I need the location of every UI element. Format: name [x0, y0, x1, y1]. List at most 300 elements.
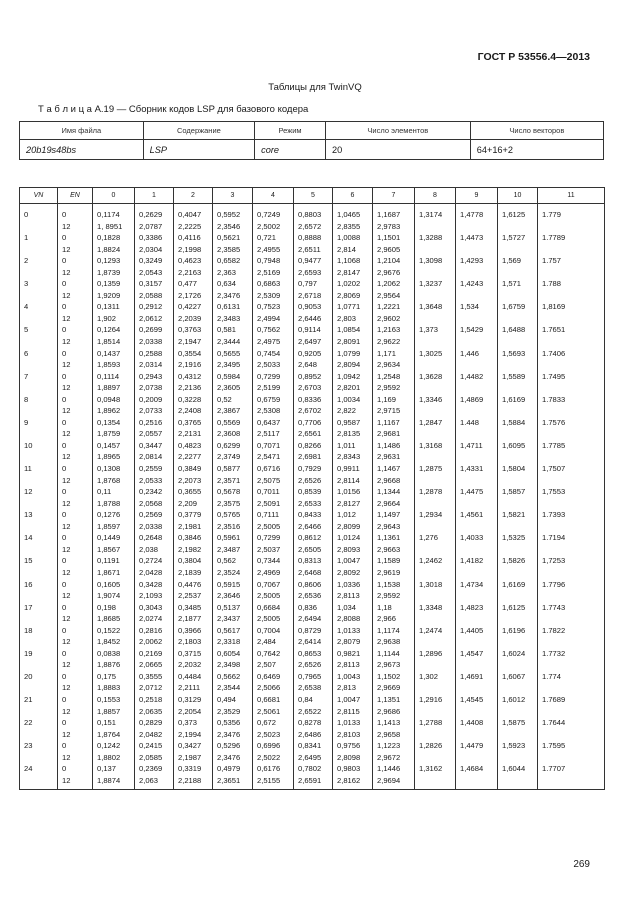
table-cell: 0,3228	[174, 394, 213, 406]
table-cell	[415, 359, 456, 371]
table-cell: 0,634	[213, 278, 253, 290]
table-cell: 0,3485	[174, 602, 213, 614]
table-cell: 2,966	[373, 613, 415, 625]
table-cell: 2,6497	[294, 336, 333, 348]
table-cell: 0,8653	[294, 648, 333, 660]
table-cell	[498, 682, 538, 694]
table-cell: 1,2104	[373, 255, 415, 267]
table-cell: 12	[58, 729, 93, 741]
column-header: 1	[135, 188, 174, 204]
table-cell: 0	[58, 463, 93, 475]
table-cell: 2,1981	[174, 521, 213, 533]
table-cell: 2,6511	[294, 244, 333, 256]
table-cell	[20, 567, 58, 579]
table-cell: 0,1359	[93, 278, 135, 290]
table-cell: 2,5061	[253, 706, 294, 718]
table-cell	[498, 567, 538, 579]
table-cell	[20, 613, 58, 625]
table-cell: 2,0338	[135, 336, 174, 348]
table-cell: 0	[58, 255, 93, 267]
table-cell: 19	[20, 648, 58, 660]
table-cell	[538, 382, 605, 394]
table-cell: 1.7743	[538, 602, 605, 614]
table-row	[20, 382, 605, 394]
table-cell: 1,5875	[498, 717, 538, 729]
table-cell	[456, 267, 498, 279]
table-cell: 0,9821	[333, 648, 373, 660]
table-cell	[538, 336, 605, 348]
table-cell: 1,2062	[373, 278, 415, 290]
table-cell: 1,8593	[93, 359, 135, 371]
page-number: 269	[573, 859, 590, 870]
table-cell: 2,0665	[135, 659, 174, 671]
table-cell	[415, 636, 456, 648]
table-cell: 1,1501	[373, 232, 415, 244]
table-cell: 2,5002	[253, 221, 294, 233]
table-cell: 1,1068	[333, 255, 373, 267]
table-cell	[498, 313, 538, 325]
table-cell: 2,9592	[373, 382, 415, 394]
table-cell: 0,52	[213, 394, 253, 406]
table-cell: 1,3288	[415, 232, 456, 244]
table-cell: 0,477	[174, 278, 213, 290]
table-cell: 1,2934	[415, 509, 456, 521]
table-cell	[498, 544, 538, 556]
table-cell: 0,84	[294, 694, 333, 706]
table-cell: 0,7249	[253, 204, 294, 221]
table-cell: 2,8099	[333, 521, 373, 533]
table-cell: 0,2415	[135, 740, 174, 752]
table-row	[20, 532, 605, 544]
table-cell: 0,3554	[174, 348, 213, 360]
table-cell: 1,6067	[498, 671, 538, 683]
table-cell: 0,2569	[135, 509, 174, 521]
table-cell: 12	[58, 682, 93, 694]
table-row	[20, 255, 605, 267]
table-cell: 0,5137	[213, 602, 253, 614]
table-cell: 13	[20, 509, 58, 521]
table-cell: 0,4312	[174, 371, 213, 383]
table-cell: 2,9664	[373, 498, 415, 510]
table-cell	[538, 706, 605, 718]
table-cell: 2,0588	[135, 290, 174, 302]
table-cell: 2	[20, 255, 58, 267]
table-cell: 12	[58, 544, 93, 556]
table-cell: 2,3516	[213, 521, 253, 533]
table-cell: 0,8729	[294, 625, 333, 637]
table-cell: 0,6681	[253, 694, 294, 706]
table-cell: 2,0338	[135, 521, 174, 533]
table-cell	[415, 290, 456, 302]
table-cell: 0	[20, 204, 58, 221]
table-cell: 0,1522	[93, 625, 135, 637]
table-cell: 12	[58, 313, 93, 325]
table-cell: 12	[58, 775, 93, 790]
table-cell: 1,8824	[93, 244, 135, 256]
table-cell: 0,6054	[213, 648, 253, 660]
table-cell: 0,8266	[294, 440, 333, 452]
table-cell	[538, 451, 605, 463]
table-cell: 1,0043	[333, 671, 373, 683]
table-cell: 0,3129	[174, 694, 213, 706]
table-cell: 0,562	[213, 555, 253, 567]
table-cell: 2,813	[333, 682, 373, 694]
table-cell: 1,2548	[373, 371, 415, 383]
table-cell: 2,6505	[294, 544, 333, 556]
table-cell	[20, 636, 58, 648]
table-cell: 0,7011	[253, 486, 294, 498]
table-cell	[415, 451, 456, 463]
table-cell	[415, 498, 456, 510]
table-cell	[456, 428, 498, 440]
table-cell	[415, 382, 456, 394]
table-cell: 1,7507	[538, 463, 605, 475]
table-cell: 0,5915	[213, 579, 253, 591]
table-cell: 1,1351	[373, 694, 415, 706]
table-cell: 1,4823	[456, 602, 498, 614]
table-cell: 0,721	[253, 232, 294, 244]
table-cell: 0,1828	[93, 232, 135, 244]
table-cell: 0,8313	[294, 555, 333, 567]
table-row	[20, 451, 605, 463]
table-cell: 2,3437	[213, 613, 253, 625]
table-cell: 1.448	[456, 417, 498, 429]
table-cell: 2,1803	[174, 636, 213, 648]
table-cell: 0,1293	[93, 255, 135, 267]
table-cell	[415, 729, 456, 741]
table-cell: 2,8079	[333, 636, 373, 648]
table-cell: 1,4561	[456, 509, 498, 521]
table-cell: 1,7553	[538, 486, 605, 498]
table-cell	[538, 544, 605, 556]
table-cell: 0,2169	[135, 648, 174, 660]
table-cell: 1,1167	[373, 417, 415, 429]
table-cell: 0,9053	[294, 301, 333, 313]
table-cell	[20, 659, 58, 671]
table-cell: 0,6131	[213, 301, 253, 313]
lsp-codebook-table	[19, 187, 605, 790]
table-cell	[415, 544, 456, 556]
table-cell: 2,0635	[135, 706, 174, 718]
table-cell: 2,0274	[135, 613, 174, 625]
table-cell: 2,9619	[373, 567, 415, 579]
table-cell: 1,5727	[498, 232, 538, 244]
table-cell: 0,6716	[253, 463, 294, 475]
table-row	[20, 648, 605, 660]
table-cell: 0,5678	[213, 486, 253, 498]
table-cell: 1,3168	[415, 440, 456, 452]
table-cell: 0,4227	[174, 301, 213, 313]
table-row	[20, 659, 605, 671]
table-cell: 0	[58, 394, 93, 406]
table-cell: 0	[58, 763, 93, 775]
table-cell	[456, 313, 498, 325]
codebook-info-table	[19, 121, 604, 160]
table-cell: 0,4484	[174, 671, 213, 683]
table-cell: 1.7644	[538, 717, 605, 729]
table-cell: 2,5155	[253, 775, 294, 790]
table-cell: 2,6495	[294, 752, 333, 764]
table-cell: 0,7299	[253, 532, 294, 544]
table-cell: 2,8114	[333, 475, 373, 487]
table-cell: 12	[58, 521, 93, 533]
table-cell	[415, 221, 456, 233]
table-cell: 0	[58, 417, 93, 429]
table-cell: 16	[20, 579, 58, 591]
table-cell	[538, 682, 605, 694]
table-cell: 1,4331	[456, 463, 498, 475]
table-cell: 0,7523	[253, 301, 294, 313]
table-cell: 2,4955	[253, 244, 294, 256]
column-header: 5	[294, 188, 333, 204]
table-cell	[498, 752, 538, 764]
table-row	[20, 359, 605, 371]
table-cell: 1,0133	[333, 717, 373, 729]
table-cell	[20, 359, 58, 371]
table-cell: 1,1687	[373, 204, 415, 221]
table-cell: 2,3585	[213, 244, 253, 256]
table-cell: 0,5655	[213, 348, 253, 360]
table-cell: 0,3765	[174, 417, 213, 429]
table-cell: 0,6437	[253, 417, 294, 429]
table-cell: 0,8888	[294, 232, 333, 244]
table-cell: 1.7595	[538, 740, 605, 752]
table-cell: 0	[58, 324, 93, 336]
table-row	[20, 509, 605, 521]
table-cell: 2,484	[253, 636, 294, 648]
table-cell: 12	[58, 498, 93, 510]
table-cell: 0,7344	[253, 555, 294, 567]
table-cell: 2,8127	[333, 498, 373, 510]
table-cell: 0,3555	[135, 671, 174, 683]
table-cell	[415, 567, 456, 579]
table-cell: 1,4869	[456, 394, 498, 406]
table-cell: 2,1987	[174, 752, 213, 764]
table-cell	[415, 313, 456, 325]
table-cell: 2,3575	[213, 498, 253, 510]
table-cell: 3	[20, 278, 58, 290]
table-cell	[20, 521, 58, 533]
table-cell: 2,3867	[213, 405, 253, 417]
table-cell: 0,5296	[213, 740, 253, 752]
table-cell: 2,6593	[294, 267, 333, 279]
table-cell: 1,8169	[538, 301, 605, 313]
table-cell: 1,2847	[415, 417, 456, 429]
table-cell: 1.779	[538, 204, 605, 221]
table-cell	[498, 775, 538, 790]
table-cell: 0,8336	[294, 394, 333, 406]
table-row	[20, 428, 605, 440]
table-cell: 1,6012	[498, 694, 538, 706]
table-cell: 0,6299	[213, 440, 253, 452]
table-cell: 2,209	[174, 498, 213, 510]
table-cell: 1,0465	[333, 204, 373, 221]
table-cell: 12	[58, 659, 93, 671]
table-cell	[538, 405, 605, 417]
table-cell: 2,6522	[294, 706, 333, 718]
column-header: 4	[253, 188, 294, 204]
table-cell: 1,0156	[333, 486, 373, 498]
table-cell: 2,0062	[135, 636, 174, 648]
section-title: Таблицы для TwinVQ	[268, 82, 362, 93]
table-cell: 1,902	[93, 313, 135, 325]
table-cell: 0,6469	[253, 671, 294, 683]
value-element-count: 20	[325, 140, 470, 160]
table-cell: 0,3386	[135, 232, 174, 244]
table-cell: 1,3237	[415, 278, 456, 290]
table-cell: 0,836	[294, 602, 333, 614]
table-cell	[538, 428, 605, 440]
table-cell	[20, 382, 58, 394]
table-cell: 0,5569	[213, 417, 253, 429]
table-cell: 2,8355	[333, 221, 373, 233]
table-row	[20, 752, 605, 764]
table-cell: 0,0948	[93, 394, 135, 406]
table-cell: 2,5037	[253, 544, 294, 556]
table-row	[20, 555, 605, 567]
table-cell	[415, 682, 456, 694]
table-cell: 1,6488	[498, 324, 538, 336]
table-cell	[456, 290, 498, 302]
table-cell: 1,1502	[373, 671, 415, 683]
table-cell: 0,2516	[135, 417, 174, 429]
header-content: Содержание	[143, 122, 254, 140]
table-cell: 1,2788	[415, 717, 456, 729]
table-cell: 2,1726	[174, 290, 213, 302]
table-cell	[456, 521, 498, 533]
table-cell: 0,2699	[135, 324, 174, 336]
table-cell: 1.7576	[538, 417, 605, 429]
table-cell: 2,8093	[333, 544, 373, 556]
table-header-row	[20, 188, 605, 204]
table-cell: 2,5033	[253, 359, 294, 371]
table-cell	[415, 590, 456, 602]
table-cell	[20, 336, 58, 348]
table-row	[20, 290, 605, 302]
table-cell	[20, 729, 58, 741]
table-cell: 22	[20, 717, 58, 729]
table-cell: 2,9605	[373, 244, 415, 256]
table-cell	[20, 706, 58, 718]
table-cell	[498, 428, 538, 440]
header-element-count: Число элементов	[325, 122, 470, 140]
table-row	[20, 671, 605, 683]
table-cell	[415, 244, 456, 256]
table-cell: 2,8343	[333, 451, 373, 463]
table-cell: 2,4975	[253, 336, 294, 348]
table-cell: 1,0034	[333, 394, 373, 406]
table-row	[20, 579, 605, 591]
table-cell: 0	[58, 278, 93, 290]
table-row	[20, 267, 605, 279]
table-cell: 2,3544	[213, 682, 253, 694]
table-cell	[456, 682, 498, 694]
table-cell: 1,4243	[456, 278, 498, 290]
table-cell: 0,2009	[135, 394, 174, 406]
table-cell: 0,9477	[294, 255, 333, 267]
table-cell	[456, 336, 498, 348]
table-cell	[498, 290, 538, 302]
table-cell: 2,814	[333, 244, 373, 256]
table-cell: 2,3476	[213, 752, 253, 764]
table-cell: 0	[58, 717, 93, 729]
table-cell: 4	[20, 301, 58, 313]
table-cell: 0,3715	[174, 648, 213, 660]
table-cell: 1,0124	[333, 532, 373, 544]
table-cell: 23	[20, 740, 58, 752]
table-cell: 1,5884	[498, 417, 538, 429]
table-cell: 0	[58, 671, 93, 683]
table-row	[20, 463, 605, 475]
table-row	[20, 313, 605, 325]
table-cell: 2,5075	[253, 475, 294, 487]
table-cell: 0,8341	[294, 740, 333, 752]
table-row	[20, 221, 605, 233]
table-cell: 2,9622	[373, 336, 415, 348]
table-cell: 1,8567	[93, 544, 135, 556]
table-cell: 0,5877	[213, 463, 253, 475]
table-row	[20, 636, 605, 648]
table-cell	[415, 752, 456, 764]
table-cell	[498, 244, 538, 256]
table-cell: 0,4623	[174, 255, 213, 267]
table-cell: 0,198	[93, 602, 135, 614]
table-cell: 0,9205	[294, 348, 333, 360]
table-cell: 1.7707	[538, 763, 605, 775]
column-header: 2	[174, 188, 213, 204]
table-cell: 2,0814	[135, 451, 174, 463]
table-cell: 2,3444	[213, 336, 253, 348]
table-cell: 2,6538	[294, 682, 333, 694]
table-row	[20, 324, 605, 336]
table-cell: 2,363	[213, 267, 253, 279]
table-cell: 2,9669	[373, 682, 415, 694]
table-cell: 1,1413	[373, 717, 415, 729]
table-cell: 0,2342	[135, 486, 174, 498]
table-cell: 0,3157	[135, 278, 174, 290]
table-cell: 0,1174	[93, 204, 135, 221]
table-cell	[20, 267, 58, 279]
table-cell: 12	[58, 428, 93, 440]
table-cell: 2,8092	[333, 567, 373, 579]
table-cell	[456, 590, 498, 602]
header-vector-count: Число векторов	[470, 122, 603, 140]
table-cell	[456, 659, 498, 671]
table-row	[20, 590, 605, 602]
table-cell: 2,9638	[373, 636, 415, 648]
table-cell: 1,012	[333, 509, 373, 521]
table-cell: 1,6044	[498, 763, 538, 775]
table-cell: 1,0133	[333, 625, 373, 637]
table-cell: 2,0585	[135, 752, 174, 764]
table-cell: 0,1354	[93, 417, 135, 429]
column-header: 9	[456, 188, 498, 204]
table-cell	[415, 428, 456, 440]
header-mode: Режим	[255, 122, 326, 140]
table-cell: 1,373	[415, 324, 456, 336]
table-cell	[20, 290, 58, 302]
column-header: 7	[373, 188, 415, 204]
table-cell: 1,0088	[333, 232, 373, 244]
table-cell: 20	[20, 671, 58, 683]
table-cell: 0,6582	[213, 255, 253, 267]
table-cell: 2,8088	[333, 613, 373, 625]
table-cell: 0,3849	[174, 463, 213, 475]
table-cell	[20, 752, 58, 764]
table-row	[20, 405, 605, 417]
table-row	[20, 394, 605, 406]
table-cell: 2,0543	[135, 267, 174, 279]
